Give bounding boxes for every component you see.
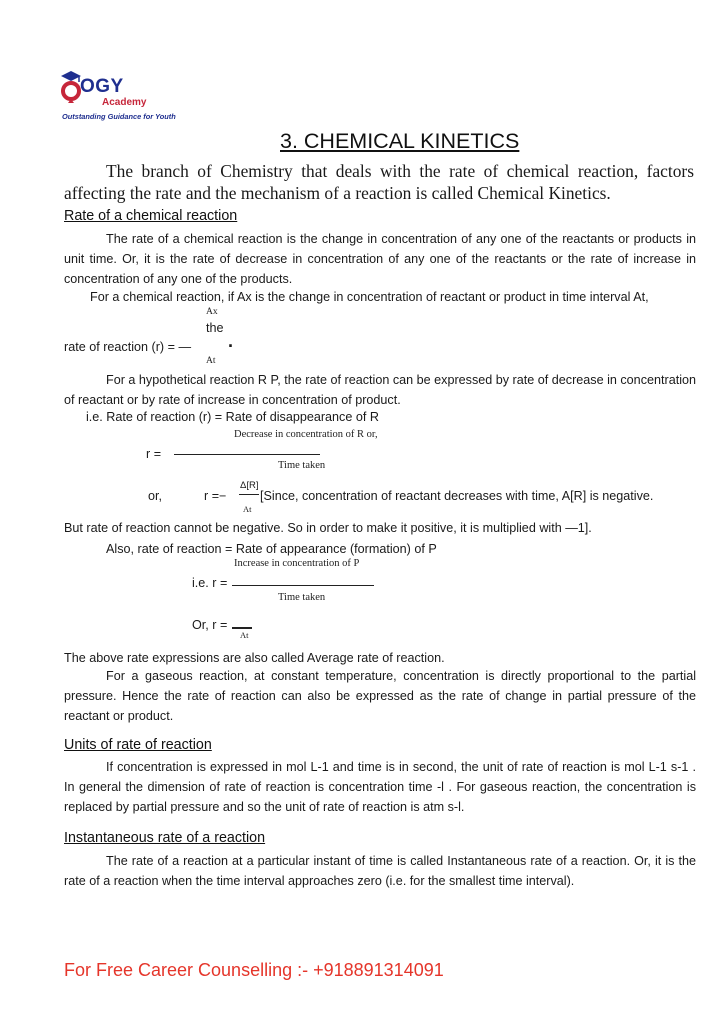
section-heading-rate: Rate of a chemical reaction <box>64 208 238 224</box>
paragraph-appearance: Also, rate of reaction = Rate of appearance (formation) of P <box>106 542 437 556</box>
formula2-numerator: Decrease in concentration of R or, <box>234 429 378 440</box>
paragraph-rate-definition: The rate of a chemical reaction is the change in concentration of any one of the reactants or products in unit time. Or, it is the rate of decrease in concentration of any one of the reactants or the rate of increase in concentration of any one of the products. <box>64 232 696 286</box>
section-heading-units: Units of rate of reaction <box>64 737 212 753</box>
paragraph-units: If concentration is expressed in mol L-1 and time is in second, the unit of rate of reaction is mol L-1 s-1 . In general the dimension of rate of reaction is concentration time -l . For gaseous reaction, the concentration is replaced by partial pressure and so the unit of rate of reaction is atm s-l. <box>64 760 696 814</box>
formula5-denominator: At <box>240 630 249 640</box>
logo <box>58 68 178 126</box>
formula3-lhs: r =− <box>204 489 227 503</box>
formula5-fraction-bar <box>232 627 252 629</box>
formula4-lhs: i.e. r = <box>192 576 228 590</box>
formula1-lhs: rate of reaction (r) = — <box>64 340 192 354</box>
paragraph-gaseous: For a gaseous reaction, at constant temperature, concentration is directly proportional to the partial pressure. Hence the rate of reaction can also be expressed as the rate of change in partial pressure of the reactant or product. <box>64 669 696 723</box>
page-title: 3. CHEMICAL KINETICS <box>280 129 520 153</box>
formula2-lhs: r = <box>146 447 162 461</box>
formula1-denominator: At <box>206 355 216 366</box>
formula4-fraction-bar <box>232 585 374 586</box>
formula5-lhs: Or, r = <box>192 618 228 632</box>
intro-paragraph: The branch of Chemistry that deals with the rate of chemical reaction, factors affecting the rate and the mechanism of a reaction is called Chemical Kinetics. <box>64 161 694 203</box>
formula3-or: or, <box>148 489 163 503</box>
logo-tagline: Outstanding Guidance for Youth <box>62 112 176 121</box>
formula4-denominator: Time taken <box>278 592 326 603</box>
formula3-denominator: At <box>243 504 252 514</box>
paragraph-hypothetical: For a hypothetical reaction R P, the rate of reaction can be expressed by rate of decrease in concentration of reactant or by rate of increase in concentration of product. <box>64 373 696 407</box>
formula1-dot: . <box>228 331 234 351</box>
logo-brand: OGY <box>80 76 124 97</box>
footer-contact: For Free Career Counselling :- +918891314091 <box>64 960 444 980</box>
formula2-fraction-bar <box>174 454 320 455</box>
section-heading-instantaneous: Instantaneous rate of a reaction <box>64 830 266 846</box>
formula2-denominator: Time taken <box>278 460 326 471</box>
logo-subtitle: Academy <box>102 97 147 108</box>
formula3-fraction-bar <box>239 494 259 495</box>
paragraph-instantaneous: The rate of a reaction at a particular instant of time is called Instantaneous rate of a reaction. Or, it is the rate of a reaction when the time interval approaches zero (i.e. for the smallest time interval). <box>64 854 696 888</box>
paragraph-negative: But rate of reaction cannot be negative. So in order to make it positive, it is multiplied with —1]. <box>64 521 592 535</box>
formula4-numerator: Increase in concentration of P <box>234 558 360 569</box>
formula3-note: [Since, concentration of reactant decreases with time, A[R] is negative. <box>260 489 654 503</box>
formula1-the: the <box>206 321 224 335</box>
formula3-numerator: Δ[R] <box>240 480 259 491</box>
paragraph-disappearance: i.e. Rate of reaction (r) = Rate of disappearance of R <box>86 410 379 424</box>
paragraph-average-rate: The above rate expressions are also called Average rate of reaction. <box>64 651 445 665</box>
formula1-numerator: Ax <box>206 306 218 317</box>
paragraph-rate-intro: For a chemical reaction, if Ax is the change in concentration of reactant or product in time interval At, <box>90 290 649 304</box>
